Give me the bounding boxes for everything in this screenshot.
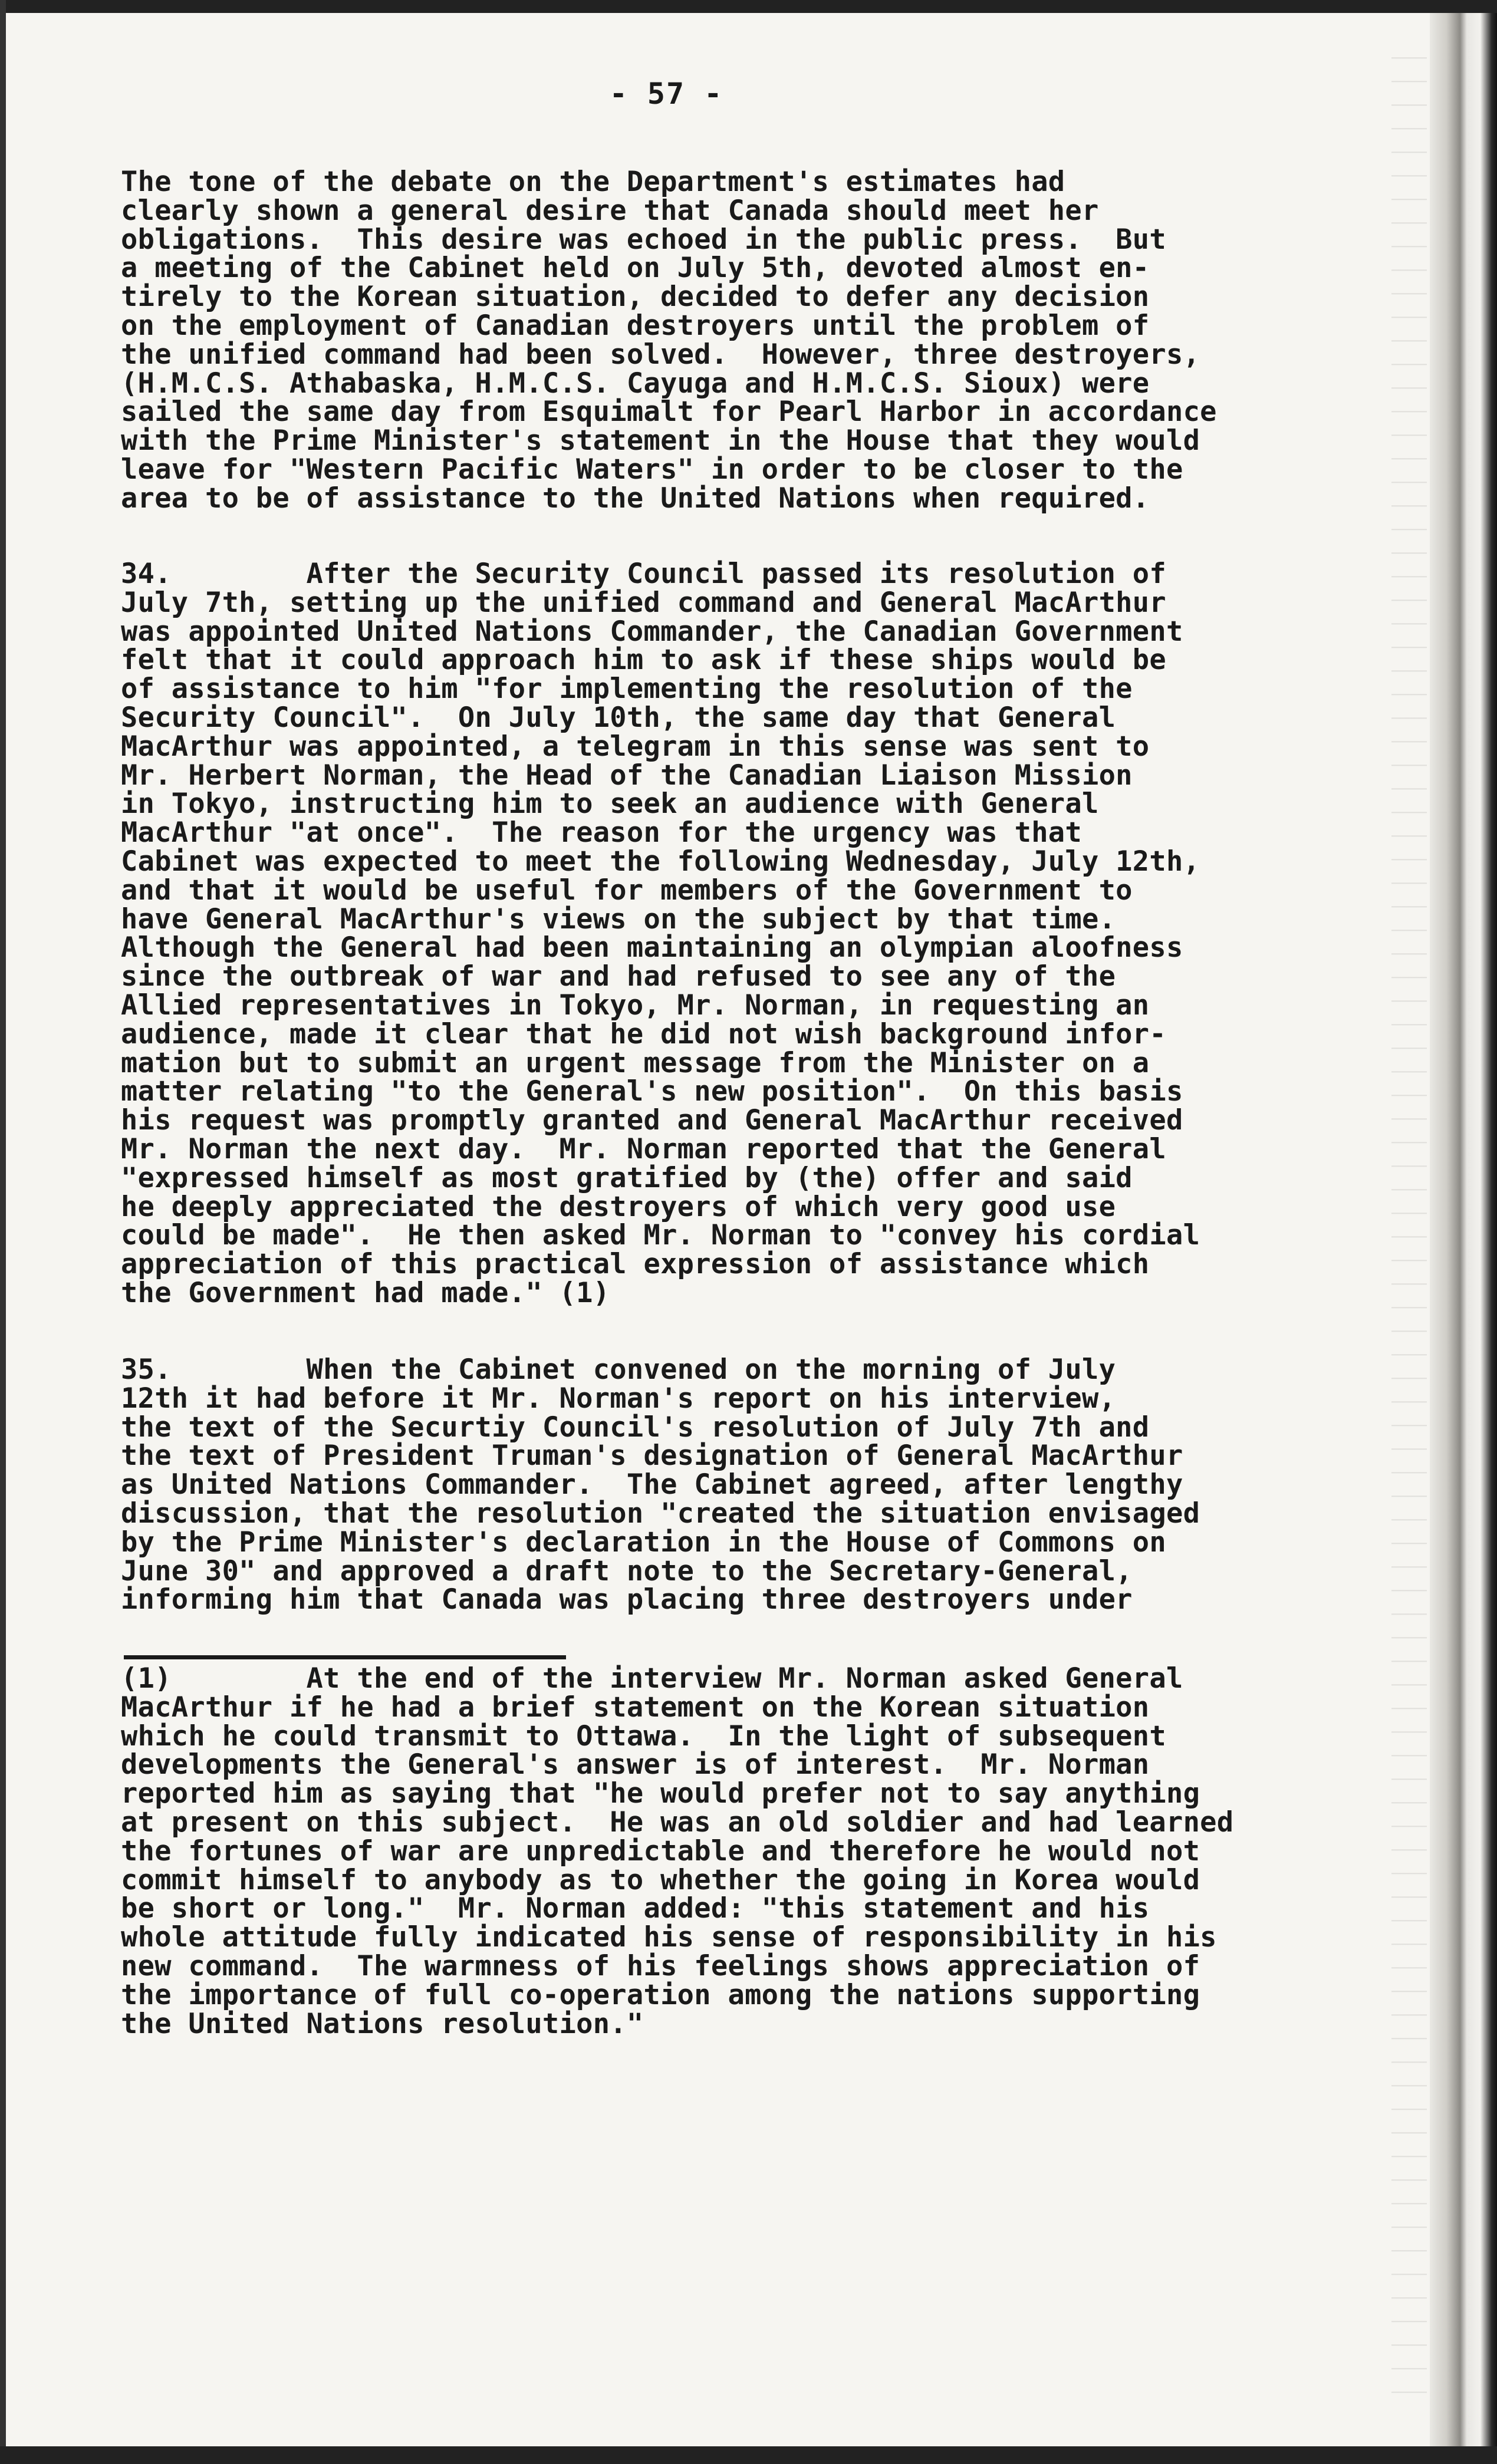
scan-border-top — [0, 0, 1497, 13]
page-binding-edge — [1430, 13, 1497, 2446]
footnote-1: (1) At the end of the interview Mr. Norman asked General MacArthur if he had a brief statement on the Korean situation which he could transmit to Ottawa. In the light of subsequent developments the General's answer is of interest. Mr. Norman reported him as saying that "he would prefer not to say anything at present on this subject. He was an old soldier and had learned the fortunes of war are unpredictable and therefore he would not commit himself to anybody as to whether the going in Korea would be short or long." Mr. Norman added: "this statement and his whole attitude fully indicated his sense of responsibility in his new command. The warmness of his feelings shows appreciation of the importance of full co-operation among the nations supporting the United Nations resolution." — [121, 1662, 1234, 2040]
footnote-separator — [124, 1655, 566, 1659]
scan-border-left — [0, 0, 6, 2464]
page-number: - 57 - — [609, 77, 723, 111]
scan-border-bottom — [0, 2446, 1497, 2464]
paragraph-35: 35. When the Cabinet convened on the morning of July 12th it had before it Mr. Norman's report on his interview, the text of the Securtiy Council's resolution of July 7th and the text of President Truman's designation of General MacArthur as United Nations Commander. The Cabinet agreed, after lengthy discussion, that the resolution "created the situation envisaged by the Prime Minister's declaration in the House of Commons on June 30" and approved a draft note to the Secretary-General, informing him that Canada was placing three destroyers under — [121, 1353, 1200, 1616]
paragraph-34: 34. After the Security Council passed its resolution of July 7th, setting up the unified command and General MacArthur was appointed United Nations Commander, the Canadian Government felt that it could approach him to ask if these ships would be of assistance to him "for implementing the resolution of the Security Council". On July 10th, the same day that General MacArthur was appointed, a telegram in this sense was sent to Mr. Herbert Norman, the Head of the Canadian Liaison Mission in Tokyo, instructing him to seek an audience with General MacArthur "at once". The reason for the urgency was that Cabinet was expected to meet the following Wednesday, July 12th, and that it would be useful for members of the Government to have General MacArthur's views on the subject by that time. Although the General had been maintaining an olympian aloofness since the outbreak of war and had refused to see any of the Allied representatives in Tokyo, Mr. Norman, in requesting an audience, made it clear that he did not wish background infor- mation but to submit an urgent message from the Minister on a matter relating "to the General's new position". On this basis his request was promptly granted and General MacArthur received Mr. Norman the next day. Mr. Norman reported that the General "expressed himself as most gratified by (the) offer and said he deeply appreciated the destroyers of which very good use could be made". He then asked Mr. Norman to "convey his cordial appreciation of this practical expression of assistance which the Government had made." (1) — [121, 558, 1200, 1309]
binding-shadow — [1391, 35, 1427, 2393]
paragraph-intro: The tone of the debate on the Department's estimates had clearly shown a general desire that Canada should meet her obligations. This desire was echoed in the public press. But a meeting of the Cabinet held on July 5th, devoted almost en- tirely to the Korean situation, decided to defer any decision on the employment of Canadian destroyers until the problem of the unified command had been solved. However, three destroyers, (H.M.C.S. Athabaska, H.M.C.S. Cayuga and H.M.C.S. Sioux) were sailed the same day from Esquimalt for Pearl Harbor in accordance with the Prime Minister's statement in the House that they would leave for "Western Pacific Waters" in order to be closer to the area to be of assistance to the United Nations when required. — [121, 166, 1217, 515]
